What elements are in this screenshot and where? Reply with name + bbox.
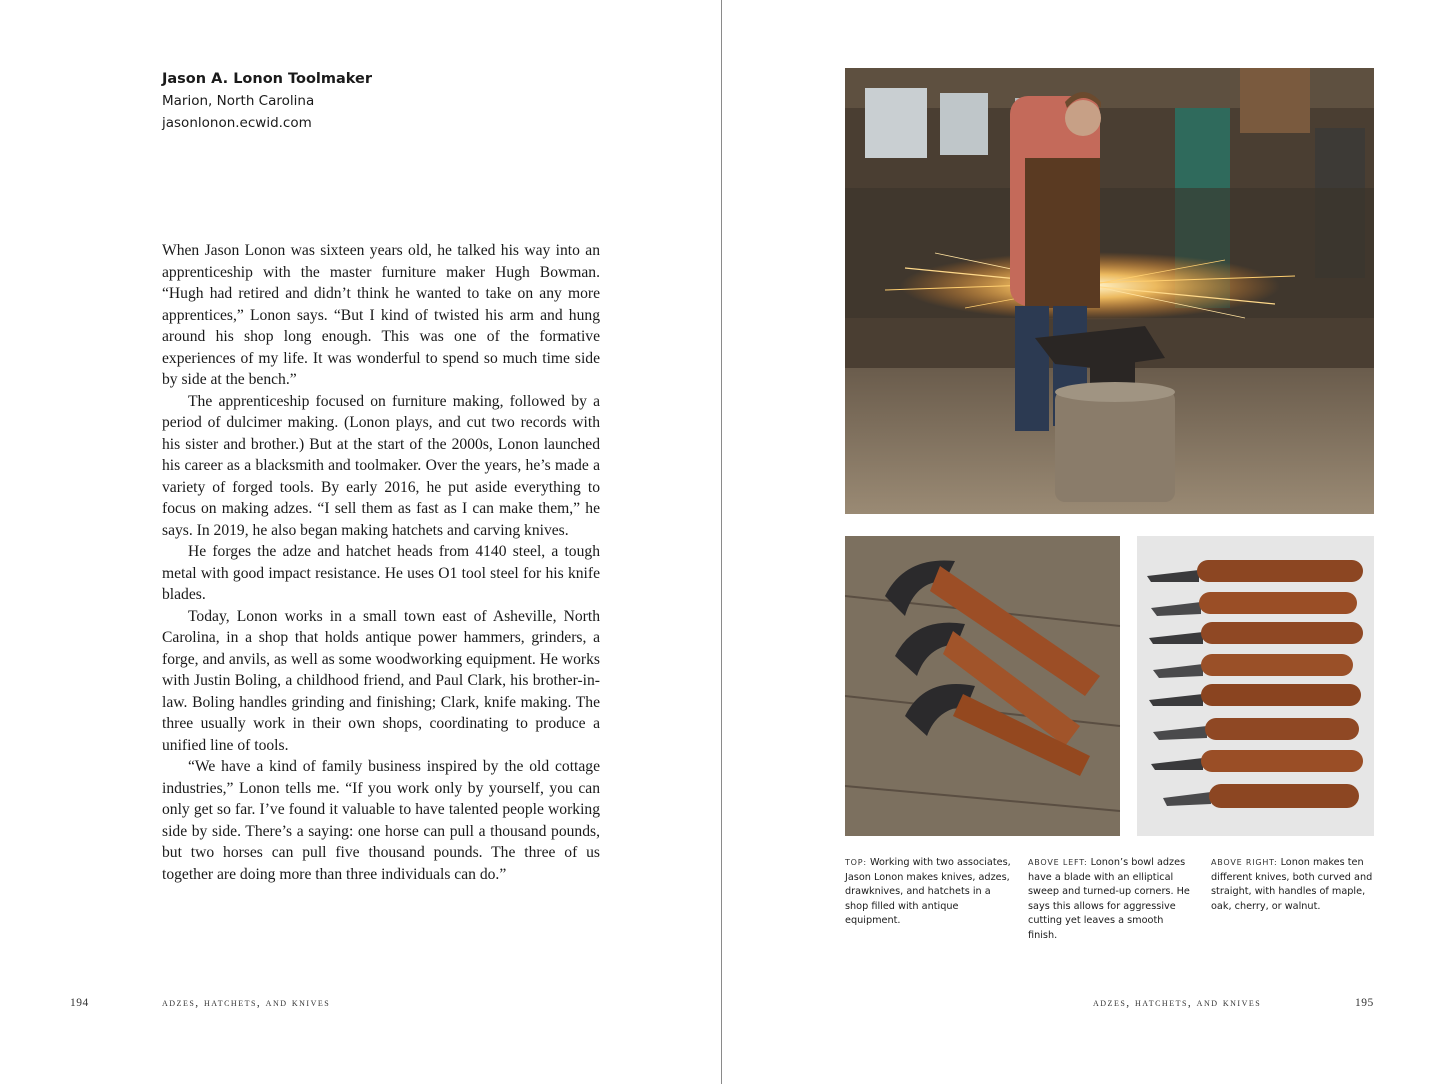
maker-location: Marion, North Carolina (162, 93, 315, 109)
page-number-right: 195 (1355, 997, 1374, 1009)
caption-label: ABOVE LEFT: (1028, 858, 1088, 867)
maker-name: Jason A. Lonon Toolmaker (162, 71, 373, 87)
caption-label: ABOVE RIGHT: (1211, 858, 1278, 867)
maker-info (162, 68, 372, 134)
running-head-right: adzes, hatchets, and knives (1093, 997, 1262, 1009)
caption-text: Lonon’s bowl adzes have a blade with an elliptical sweep and turned-up corners. He says this allows for aggressive cutting yet leaves a smooth finish. (1028, 857, 1190, 941)
page-number-left: 194 (70, 997, 89, 1009)
body-paragraph: The apprenticeship focused on furniture making, followed by a period of dulcimer making. (Lonon plays, and cut two records with his sister and brother.) But at the start of the 2000s, Lonon launched his career as a blacksmith and toolmaker. Over the years, he’s made a variety of forged tools. By early 2016, he put aside everything to focus on making adzes. “I sell them as fast as I can make them,” he says. In 2019, he also began making hatchets and carving knives. (162, 392, 600, 539)
photo-bowl-adzes (845, 536, 1120, 836)
maker-website[interactable]: jasonlonon.ecwid.com (162, 115, 312, 131)
article-body (162, 240, 600, 885)
running-head-left: adzes, hatchets, and knives (162, 997, 331, 1009)
caption-top (845, 856, 1011, 929)
photo-blacksmith-shop (845, 68, 1374, 514)
caption-text: Working with two associates, Jason Lonon makes knives, adzes, drawknives, and hatchets in a shop filled with antique equipment. (845, 857, 1011, 926)
caption-label: TOP: (845, 858, 867, 867)
body-paragraph: Today, Lonon works in a small town east of Asheville, North Carolina, in a shop that holds antique power hammers, grinders, a forge, and anvils, as well as some woodworking equipment. He works with Justin Boling, a childhood friend, and Paul Clark, his brother-in-law. Boling handles grinding and finishing; Clark, knife making. The three usually work in their own shops, coordinating to produce a unified line of tools. (162, 607, 600, 754)
body-paragraph: “We have a kind of family business inspired by the old cottage industries,” Lonon tells me. “If you work only by yourself, you can only get so far. I’ve found it valuable to have talented people working side by side. There’s a saying: one horse can pull a thousand pounds, but two horses can pull five thousand pounds. The three of us together are doing more than three individuals can do.” (162, 758, 600, 883)
caption-text: Lonon makes ten different knives, both curved and straight, with handles of maple, oak, cherry, or walnut. (1211, 857, 1373, 912)
caption-above-left (1028, 856, 1194, 943)
caption-above-right (1211, 856, 1377, 914)
photo-carving-knives (1137, 536, 1374, 836)
left-page (0, 0, 722, 1084)
body-paragraph: When Jason Lonon was sixteen years old, he talked his way into an apprenticeship with the master furniture maker Hugh Bowman. “Hugh had retired and didn’t think he wanted to take on any more apprentices,” Lonon says. “But I kind of twisted his arm and hung around his shop long enough. This was one of the formative experiences of my life. It was wonderful to spend so much time side by side at the bench.” (162, 242, 600, 388)
gutter-line (721, 0, 722, 1084)
body-paragraph: He forges the adze and hatchet heads from 4140 steel, a tough metal with good impact resistance. He uses O1 tool steel for his knife blades. (162, 543, 600, 603)
